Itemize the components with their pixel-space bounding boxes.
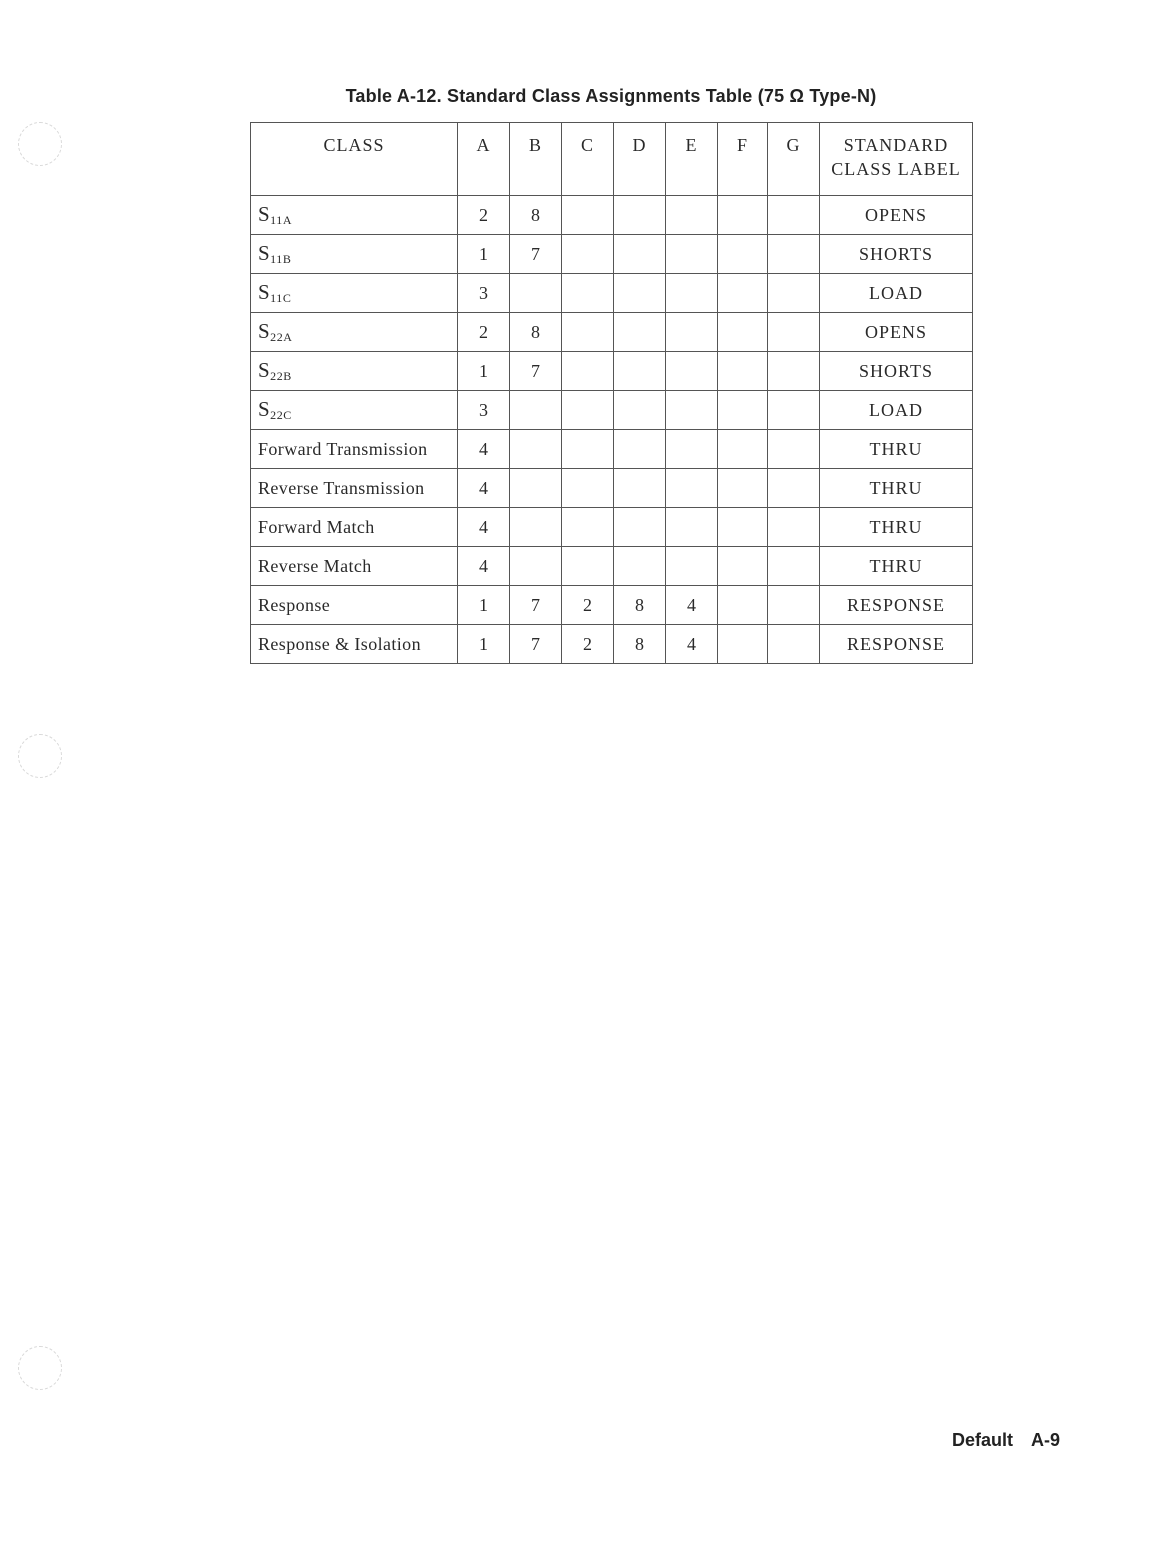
header-label-line1: STANDARD [843,135,949,155]
class-name-cell [251,352,458,391]
standard-class-label-cell: SHORTS [820,352,973,391]
s-parameter-symbol: S [258,358,271,382]
standard-number-cell: 2 [562,625,614,664]
standard-number-cell [614,547,666,586]
standard-number-cell [718,352,768,391]
s-parameter-subscript: 22A [270,330,293,344]
standard-number-cell [768,196,820,235]
footer-page-number: A-9 [1030,1430,1060,1450]
standard-number-cell [510,508,562,547]
standard-class-label-cell: THRU [820,508,973,547]
standard-number-cell: 4 [458,547,510,586]
standard-number-cell: 1 [458,235,510,274]
table-body [251,196,973,664]
header-standard-class-label [820,123,973,196]
standard-class-label-cell: THRU [820,469,973,508]
standard-number-cell: 1 [458,586,510,625]
standard-number-cell [666,313,718,352]
class-name-cell: Reverse Transmission [251,469,458,508]
class-name-cell: Response [251,586,458,625]
standard-number-cell: 4 [458,508,510,547]
standard-number-cell: 7 [510,586,562,625]
standard-number-cell: 4 [458,430,510,469]
standard-number-cell [614,391,666,430]
header-label-line2: CLASS LABEL [831,159,961,179]
standard-class-label-cell: SHORTS [820,235,973,274]
table-row [251,508,973,547]
standard-number-cell [768,469,820,508]
s-parameter-subscript: 11C [270,291,292,305]
standard-number-cell [562,352,614,391]
standard-number-cell [768,274,820,313]
standard-number-cell [562,508,614,547]
class-name-cell: Forward Transmission [251,430,458,469]
standard-number-cell: 8 [614,586,666,625]
table-row [251,391,973,430]
standard-number-cell [718,430,768,469]
standard-number-cell [718,625,768,664]
header-col-b: B [510,123,562,196]
standard-number-cell [768,625,820,664]
standard-number-cell [562,313,614,352]
standard-number-cell: 1 [458,352,510,391]
table-header [251,123,973,196]
standard-number-cell [666,508,718,547]
standard-number-cell [718,274,768,313]
standard-number-cell [666,547,718,586]
standard-number-cell [718,469,768,508]
standard-number-cell [768,391,820,430]
standard-number-cell [614,352,666,391]
header-col-g: G [768,123,820,196]
standard-number-cell [666,469,718,508]
standard-number-cell: 3 [458,391,510,430]
standard-number-cell [510,430,562,469]
table-row [251,235,973,274]
standard-number-cell: 7 [510,235,562,274]
standard-number-cell [768,508,820,547]
standard-number-cell [562,274,614,313]
standard-number-cell [768,586,820,625]
s-parameter-subscript: 11B [270,252,292,266]
table-row [251,274,973,313]
standard-number-cell [614,508,666,547]
standard-number-cell [718,313,768,352]
header-col-d: D [614,123,666,196]
header-col-c: C [562,123,614,196]
standard-number-cell [510,547,562,586]
standard-number-cell [768,430,820,469]
standard-number-cell [718,586,768,625]
standard-class-label-cell: THRU [820,547,973,586]
standard-class-label-cell: OPENS [820,196,973,235]
table-row [251,625,973,664]
standard-number-cell [666,274,718,313]
standard-number-cell: 8 [510,196,562,235]
standard-number-cell: 8 [614,625,666,664]
standard-number-cell [768,352,820,391]
standard-number-cell [718,547,768,586]
s-parameter-symbol: S [258,280,271,304]
standard-number-cell [562,547,614,586]
standard-number-cell [614,196,666,235]
standard-number-cell [718,196,768,235]
standard-number-cell [614,274,666,313]
table-row [251,586,973,625]
s-parameter-symbol: S [258,241,271,265]
standard-number-cell [562,196,614,235]
standard-number-cell [666,235,718,274]
class-name-cell [251,391,458,430]
standard-number-cell [562,430,614,469]
standard-number-cell: 8 [510,313,562,352]
s-parameter-symbol: S [258,397,271,421]
standard-number-cell [562,235,614,274]
class-name-cell [251,313,458,352]
standard-number-cell: 1 [458,625,510,664]
punch-hole [18,734,62,778]
s-parameter-symbol: S [258,319,271,343]
standard-class-label-cell: LOAD [820,391,973,430]
standard-number-cell: 7 [510,625,562,664]
table-row [251,352,973,391]
standard-class-label-cell: RESPONSE [820,586,973,625]
page-footer [952,1430,1060,1451]
standard-number-cell: 2 [458,313,510,352]
standard-number-cell [768,547,820,586]
header-class: CLASS [251,123,458,196]
standard-number-cell [666,430,718,469]
header-row [251,123,973,196]
class-name-cell [251,235,458,274]
standard-number-cell: 3 [458,274,510,313]
class-name-cell: Reverse Match [251,547,458,586]
standard-number-cell: 2 [458,196,510,235]
standard-number-cell [666,391,718,430]
s-parameter-subscript: 22B [270,369,292,383]
standard-number-cell [510,391,562,430]
standard-number-cell [614,469,666,508]
standard-number-cell [768,235,820,274]
punch-hole [18,1346,62,1390]
s-parameter-subscript: 22C [270,408,292,422]
s-parameter-subscript: 11A [270,213,293,227]
standard-class-label-cell: THRU [820,430,973,469]
class-name-cell: Response & Isolation [251,625,458,664]
class-name-cell: Forward Match [251,508,458,547]
standard-number-cell [768,313,820,352]
standard-number-cell: 4 [458,469,510,508]
standard-number-cell [718,235,768,274]
class-assignments-table [250,122,973,664]
standard-number-cell [614,313,666,352]
standard-class-label-cell: LOAD [820,274,973,313]
class-name-cell [251,274,458,313]
standard-number-cell [562,469,614,508]
standard-class-label-cell: OPENS [820,313,973,352]
standard-number-cell [666,196,718,235]
standard-class-label-cell: RESPONSE [820,625,973,664]
table-row [251,196,973,235]
standard-number-cell [510,274,562,313]
standard-number-cell: 7 [510,352,562,391]
table-row [251,430,973,469]
standard-number-cell: 2 [562,586,614,625]
class-name-cell [251,196,458,235]
standard-number-cell [614,430,666,469]
footer-section: Default [951,1430,1013,1450]
standard-number-cell: 4 [666,586,718,625]
header-col-a: A [458,123,510,196]
table-row [251,469,973,508]
table-row [251,547,973,586]
standard-number-cell [666,352,718,391]
standard-number-cell [510,469,562,508]
standard-number-cell [718,391,768,430]
standard-number-cell [718,508,768,547]
header-col-f: F [718,123,768,196]
punch-hole [18,122,62,166]
table-title: Table A-12. Standard Class Assignments Table (75 Ω Type-N) [345,86,877,106]
header-col-e: E [666,123,718,196]
standard-number-cell [562,391,614,430]
standard-number-cell: 4 [666,625,718,664]
table-row [251,313,973,352]
standard-number-cell [614,235,666,274]
s-parameter-symbol: S [258,202,271,226]
